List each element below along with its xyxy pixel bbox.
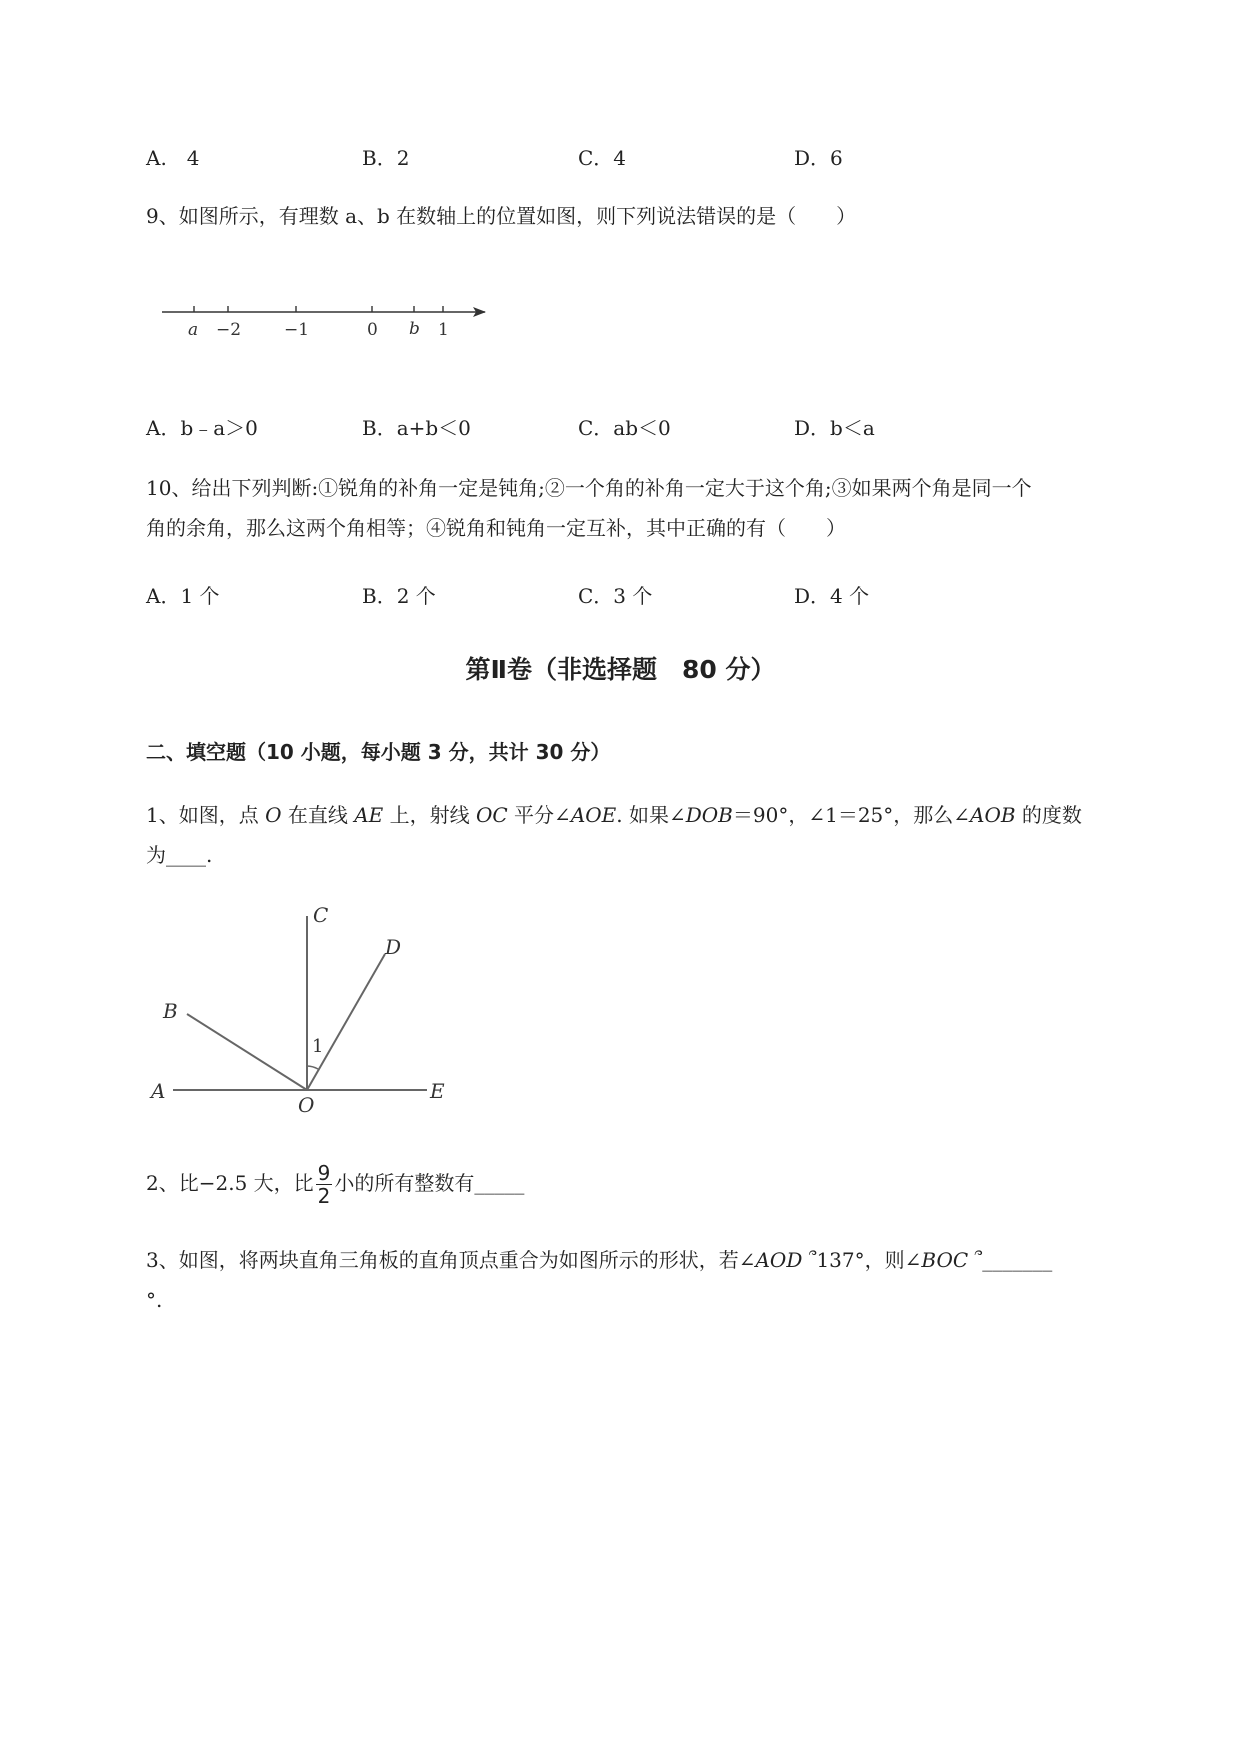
- label-zero: 0: [367, 320, 378, 340]
- fig-label-c: C: [313, 903, 329, 927]
- q9-option-a: A．b﹣a＞0: [146, 416, 258, 440]
- fill1-line-1: [146, 795, 1156, 835]
- q8-option-a: A. 4: [146, 146, 200, 170]
- fill1-angle-dob: DOB: [685, 803, 733, 827]
- part2-heading: 第Ⅱ卷（非选择题 80 分）: [465, 655, 776, 684]
- fill1-point-o: O: [265, 803, 282, 827]
- fill3-text-2: ՞137°，则∠: [802, 1248, 922, 1272]
- fraction-denominator: 2: [317, 1184, 331, 1208]
- q9-option-b: B．a+b＜0: [362, 416, 471, 440]
- fill1-text-6: ＝90°，∠1＝25°，那么∠: [732, 803, 971, 827]
- q9-text: 9、如图所示，有理数 a、b 在数轴上的位置如图，则下列说法错误的是（ ）: [146, 204, 857, 228]
- fill1-text-2: 在直线: [281, 803, 355, 827]
- fill1-angle-aoe: AOE: [570, 803, 617, 827]
- fill1-text-4: 平分∠: [507, 803, 571, 827]
- fill1-ray-oc: OC: [475, 803, 508, 827]
- number-line-figure: [150, 296, 500, 348]
- fig-label-1: 1: [312, 1036, 324, 1057]
- fill1-text-7: 的度数: [1015, 803, 1082, 827]
- fill1-text-3: 上，射线: [383, 803, 476, 827]
- fill3-text-1: 3、如图，将两块直角三角板的直角顶点重合为如图所示的形状，若∠: [146, 1248, 756, 1272]
- q8-option-c: C．4: [578, 146, 627, 170]
- fig-label-e: E: [430, 1079, 445, 1103]
- fill1-text-1: 1、如图，点: [146, 803, 266, 827]
- label-b: b: [409, 319, 420, 339]
- q10-option-c: C．3 个: [578, 584, 653, 608]
- angle-1-arc: [307, 1066, 318, 1069]
- q10-line-2: 角的余角，那么这两个角相等；④锐角和钝角一定互补，其中正确的有（ ）: [146, 516, 846, 540]
- fraction-numerator: 9: [317, 1161, 331, 1185]
- fill1-text-5: . 如果∠: [616, 803, 686, 827]
- q10-option-d: D．4 个: [794, 584, 870, 608]
- fill1-angle-aob: AOB: [970, 803, 1016, 827]
- q8-option-d: D．6: [794, 146, 843, 170]
- q8-options: [146, 142, 1046, 172]
- fig-label-a: A: [151, 1079, 166, 1103]
- fraction-nine-halves: [316, 1162, 333, 1207]
- angle-figure: [145, 900, 465, 1115]
- fill2-line: [146, 1158, 1156, 1208]
- fig-label-b: B: [163, 999, 178, 1023]
- label-minus-2: −2: [216, 320, 242, 340]
- fill3-angle-boc: BOC: [921, 1248, 969, 1272]
- fig-label-d: D: [385, 935, 402, 959]
- q10-option-a: A．1 个: [146, 584, 220, 608]
- fig-label-o: O: [298, 1093, 315, 1115]
- q10-options: [146, 580, 1046, 610]
- ray-ob: [187, 1014, 307, 1090]
- q9-option-d: D．b＜a: [794, 416, 875, 440]
- q9-options: [146, 412, 1046, 442]
- fill3-text-3: ՞_______: [968, 1248, 1053, 1272]
- fill3-angle-aod: AOD: [755, 1248, 803, 1272]
- fill2-text-after: 小的所有整数有_____: [334, 1171, 525, 1195]
- q8-option-b: B．2: [362, 146, 410, 170]
- fill3-line-2: °.: [146, 1288, 163, 1312]
- ray-od: [307, 954, 385, 1090]
- fill2-text-before: 2、比−2.5 大，比: [146, 1171, 314, 1195]
- label-one: 1: [438, 320, 449, 340]
- label-minus-1: −1: [284, 320, 310, 340]
- fill3-line-1: [146, 1240, 1156, 1280]
- section2-title: 二、填空题（10 小题，每小题 3 分，共计 30 分）: [146, 740, 611, 764]
- q9-option-c: C．ab＜0: [578, 416, 671, 440]
- fill1-line-2: 为____.: [146, 843, 213, 867]
- label-a: a: [188, 320, 199, 340]
- fill1-line-ae: AE: [354, 803, 384, 827]
- q10-line-1: 10、给出下列判断:①锐角的补角一定是钝角;②一个角的补角一定大于这个角;③如果两个角是同一个: [146, 476, 1032, 500]
- q10-option-b: B．2 个: [362, 584, 436, 608]
